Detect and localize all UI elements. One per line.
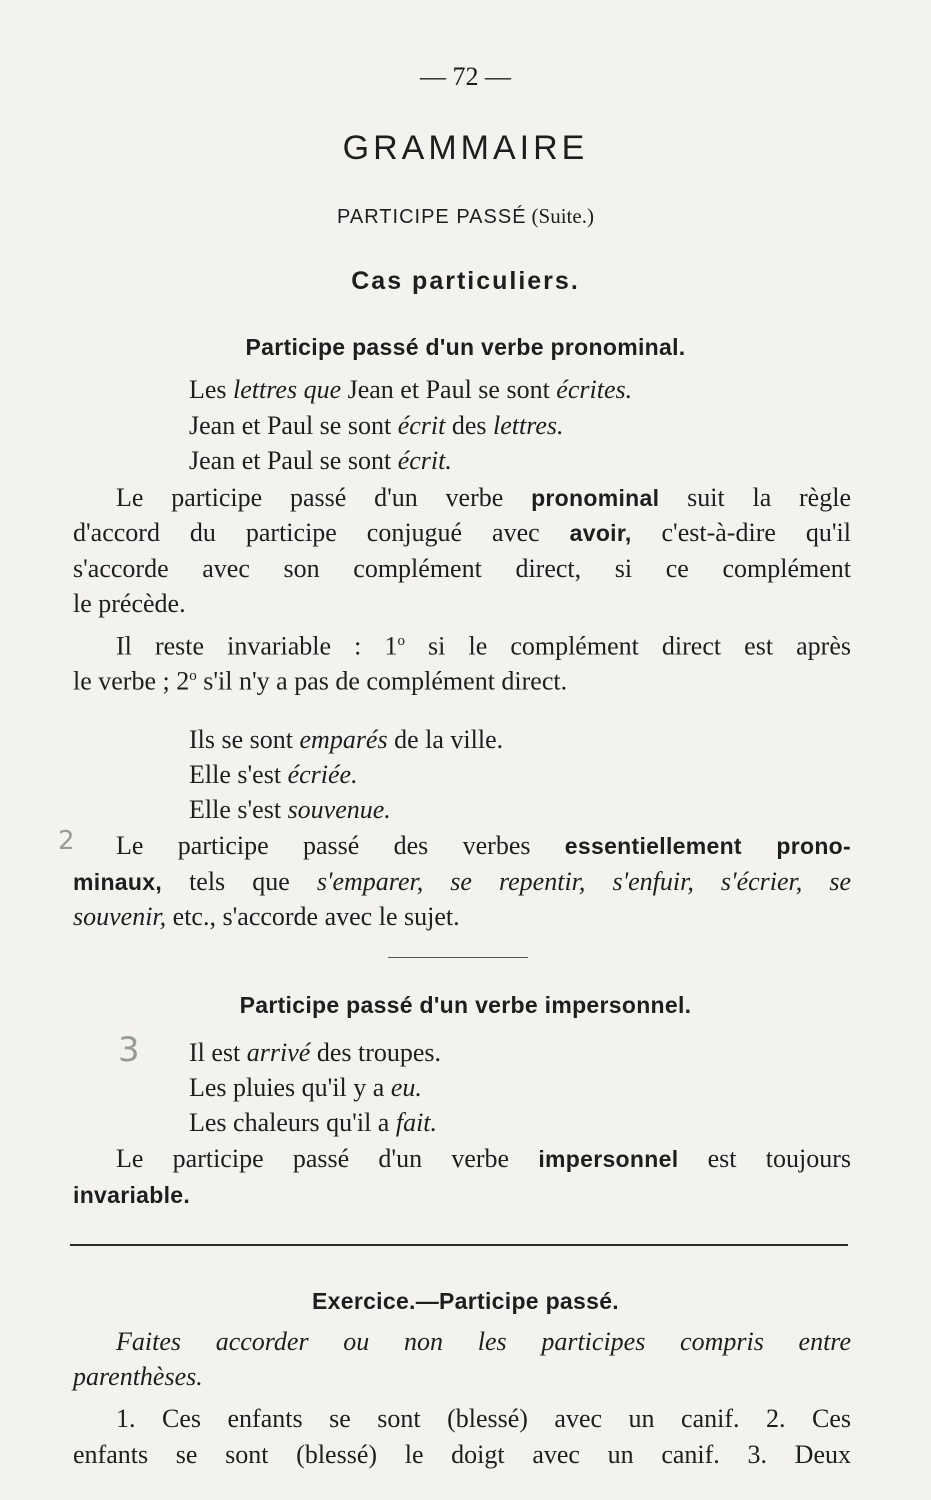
rule-line: s'accorde avec son complément direct, si ce complément — [73, 554, 851, 583]
rule-line: Le participe passé d'un verbe pronominal suit la règle — [116, 483, 851, 512]
example-line: Ils se sont emparés de la ville. — [189, 725, 504, 754]
pencil-mark: 3 — [118, 1030, 140, 1070]
heading-cas-particuliers: Cas particuliers. — [351, 267, 580, 295]
pencil-mark: 2 — [58, 826, 75, 856]
rule-line: le verbe ; 2$^o$ s'il n'y a pas de complément direct. — [73, 666, 568, 696]
example-line: Les pluies qu'il y a eu. — [189, 1073, 422, 1102]
rule-line: d'accord du participe conjugué avec avoir, c'est-à-dire qu'il — [73, 518, 851, 547]
rule-line: invariable. — [73, 1182, 191, 1208]
example-line: Jean et Paul se sont écrit. — [189, 446, 452, 475]
rule-line: Il reste invariable : 1$^o$ si le complément direct est après — [116, 631, 852, 661]
exercise-heading: Exercice.—Participe passé. — [312, 1288, 619, 1314]
example-line: Elle s'est souvenue. — [189, 795, 391, 824]
example-line: Jean et Paul se sont écrit des lettres. — [189, 411, 564, 440]
exercise-line: 1. Ces enfants se sont (blessé) avec un canif. 2. Ces — [116, 1404, 851, 1433]
rule-line: le précède. — [73, 589, 186, 618]
section1-heading: Participe passé d'un verbe pronominal. — [245, 334, 686, 360]
rule-line: souvenir, etc., s'accorde avec le sujet. — [73, 902, 460, 931]
example-line: Elle s'est écriée. — [189, 760, 358, 789]
rule-line: minaux, tels que s'emparer, se repentir, s'enfuir, s'écrier, se — [73, 867, 851, 896]
example-line: Les lettres que Jean et Paul se sont écrites. — [189, 375, 633, 404]
section2-heading: Participe passé d'un verbe impersonnel. — [239, 992, 692, 1018]
rule-line: Le participe passé des verbes essentiellement prono- — [116, 831, 851, 860]
page-number: — 72 — — [420, 62, 511, 91]
exercise-instruction: Faites accorder ou non les participes compris entre — [116, 1327, 851, 1356]
section-divider — [70, 1244, 848, 1246]
subtitle — [0, 199, 931, 234]
exercise-line: enfants se sont (blessé) le doigt avec un canif. 3. Deux — [73, 1440, 851, 1469]
example-line: Il est arrivé des troupes. — [189, 1038, 442, 1067]
example-line: Les chaleurs qu'il a fait. — [189, 1108, 438, 1137]
short-divider — [388, 957, 528, 958]
subtitle-suite: (Suite.) — [531, 204, 594, 228]
subtitle-main: PARTICIPE PASSÉ — [337, 206, 527, 228]
rule-line: Le participe passé d'un verbe impersonnel est toujours — [116, 1144, 851, 1173]
exercise-instruction: parenthèses. — [73, 1362, 203, 1391]
page-title: GRAMMAIRE — [342, 129, 589, 167]
